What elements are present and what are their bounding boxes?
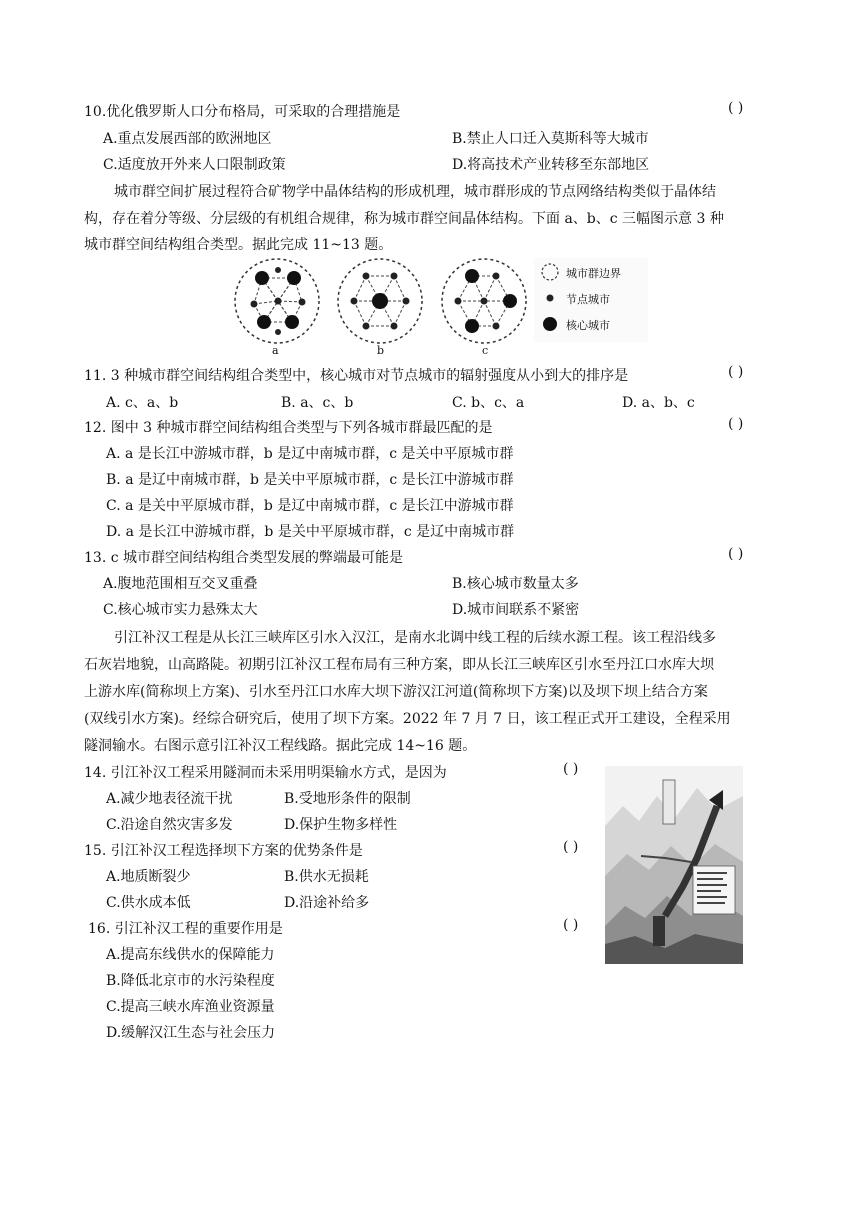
- legend-boundary-label: 城市群边界: [566, 267, 621, 280]
- q10-stem: 10.优化俄罗斯人口分布格局，可采取的合理措施是: [84, 104, 401, 120]
- q11-option-a: A. c、a、b: [106, 395, 179, 411]
- q12-option-a: A. a 是长江中游城市群，b 是辽中南城市群，c 是关中平原城市群: [106, 446, 514, 462]
- q15-answer-paren: ( ): [563, 839, 579, 855]
- passage2-line-3: 上游水库(简称坝上方案)、引水至丹江口水库大坝下游汉江河道(简称坝下方案)以及坝下坝上结合方案: [84, 684, 708, 700]
- q10-option-a: A.重点发展西部的欧洲地区: [103, 131, 272, 147]
- q16-option-d: D.缓解汉江生态与社会压力: [106, 1025, 276, 1041]
- passage2-line-1: 引江补汉工程是从长江三峡库区引水入汉江，是南水北调中线工程的后续水源工程。该工程沿线多: [114, 630, 716, 646]
- q12-stem: 12. 图中 3 种城市群空间结构组合类型与下列各城市群最匹配的是: [84, 420, 493, 436]
- q11-option-d: D. a、b、c: [622, 395, 695, 411]
- q14-stem: 14. 引江补汉工程采用隧洞而未采用明渠输水方式，是因为: [84, 765, 447, 781]
- passage1-line-2: 构，存在着分等级、分层级的有机组合规律，称为城市群空间晶体结构。下面 a、b、c 三幅图示意 3 种: [84, 211, 724, 227]
- node-city-legend-icon: [547, 295, 554, 302]
- q12-option-b: B. a 是辽中南城市群，b 是关中平原城市群，c 是长江中游城市群: [106, 472, 514, 488]
- q10-option-d: D.将高技术产业转移至东部地区: [452, 157, 650, 173]
- q15-option-a: A.地质断裂少: [106, 869, 191, 885]
- diagram-c: [442, 259, 526, 343]
- q14-option-b: B.受地形条件的限制: [284, 791, 411, 807]
- q16-option-a: A.提高东线供水的保障能力: [106, 947, 275, 963]
- q15-option-d: D.沿途补给多: [284, 895, 370, 911]
- q15-stem: 15. 引江补汉工程选择坝下方案的优势条件是: [84, 843, 363, 859]
- diagram-a: [235, 259, 319, 343]
- legend-core-city-label: 核心城市: [566, 319, 610, 332]
- legend-node-city-label: 节点城市: [566, 293, 610, 306]
- q16-answer-paren: ( ): [563, 917, 579, 933]
- figure-label-c: c: [482, 344, 489, 357]
- q10-option-b: B.禁止人口迁入莫斯科等大城市: [452, 131, 649, 147]
- q13-answer-paren: ( ): [728, 546, 744, 562]
- q10-option-c: C.适度放开外来人口限制政策: [103, 157, 286, 173]
- water-diversion-route-figure: [605, 766, 743, 964]
- q10-answer-paren: ( ): [728, 100, 744, 116]
- q12-answer-paren: ( ): [728, 416, 744, 432]
- q13-option-a: A.腹地范围相互交叉重叠: [103, 576, 258, 592]
- q16-stem: 16. 引江补汉工程的重要作用是: [88, 921, 283, 937]
- q14-option-a: A.减少地表径流干扰: [106, 791, 233, 807]
- q11-answer-paren: ( ): [728, 364, 744, 380]
- q16-option-b: B.降低北京市的水污染程度: [106, 973, 275, 989]
- q14-option-c: C.沿途自然灾害多发: [106, 817, 233, 833]
- core-city-legend-icon: [543, 317, 557, 331]
- q13-option-b: B.核心城市数量太多: [452, 576, 579, 592]
- q12-option-d: D. a 是长江中游城市群，b 是关中平原城市群，c 是辽中南城市群: [106, 524, 515, 540]
- diagram-b: [338, 259, 422, 343]
- q13-option-c: C.核心城市实力悬殊太大: [103, 602, 258, 618]
- q15-option-b: B.供水无损耗: [284, 869, 369, 885]
- q13-option-d: D.城市间联系不紧密: [452, 602, 580, 618]
- q14-answer-paren: ( ): [563, 761, 579, 777]
- q11-option-c: C. b、c、a: [452, 395, 525, 411]
- q12-option-c: C. a 是关中平原城市群，b 是辽中南城市群，c 是长江中游城市群: [106, 498, 514, 514]
- passage1-line-1: 城市群空间扩展过程符合矿物学中晶体结构的形成机理，城市群形成的节点网络结构类似于晶体结: [114, 184, 716, 200]
- passage2-line-4: (双线引水方案)。经综合研究后，使用了坝下方案。2022 年 7 月 7 日，该工程正式开工建设，全程采用: [84, 711, 731, 727]
- figure-label-a: a: [272, 344, 279, 357]
- passage2-line-2: 石灰岩地貌，山高路陡。初期引江补汉工程布局有三种方案，即从长江三峡库区引水至丹江口水库大坝: [84, 657, 714, 673]
- figure-label-b: b: [377, 344, 385, 357]
- q11-option-b: B. a、c、b: [281, 395, 354, 411]
- q11-stem: 11. 3 种城市群空间结构组合类型中，核心城市对节点城市的辐射强度从小到大的排序是: [84, 368, 629, 384]
- q13-stem: 13. c 城市群空间结构组合类型发展的弊端最可能是: [84, 550, 404, 566]
- passage1-line-3: 城市群空间结构组合类型。据此完成 11~13 题。: [84, 237, 393, 253]
- q16-option-c: C.提高三峡水库渔业资源量: [106, 999, 275, 1015]
- passage2-line-5: 隧洞输水。右图示意引江补汉工程线路。据此完成 14~16 题。: [84, 738, 477, 754]
- q15-option-c: C.供水成本低: [106, 895, 191, 911]
- q14-option-d: D.保护生物多样性: [284, 817, 398, 833]
